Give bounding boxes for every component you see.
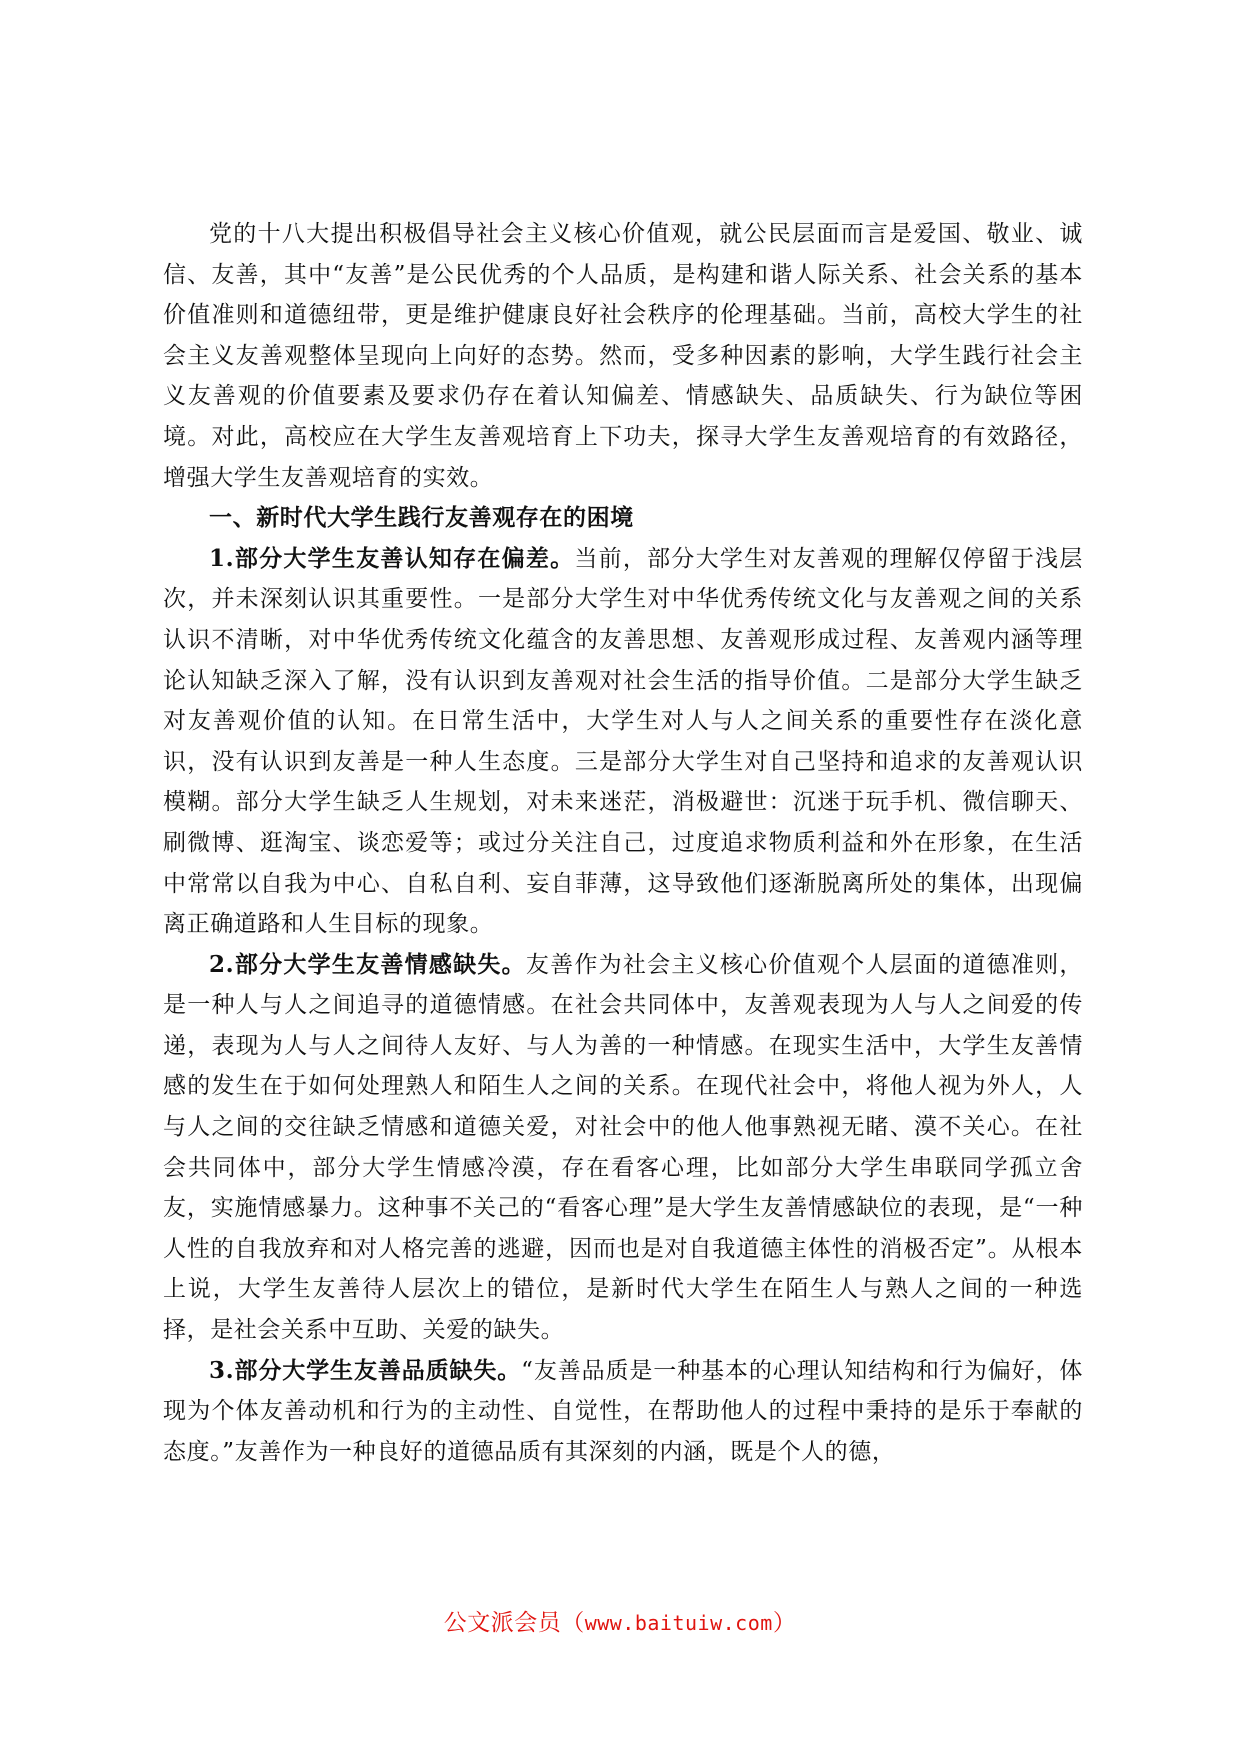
footer-close: ） [772,1610,797,1636]
item-paragraph-3 [163,1351,1083,1473]
item-lead-2: 2.部分大学生友善情感缺失。 [209,950,526,978]
footer-label: 公文派会员（ [443,1610,585,1636]
item-lead-1: 1.部分大学生友善认知存在偏差。 [209,544,575,572]
item-text-3: “友善品质是一种基本的心理认知结构和行为偏好，体现为个体友善动机和行为的主动性、自觉性，在帮助他人的过程中秉持的是乐于奉献的态度。”友善作为一种良好的道德品质有其深刻的内涵，既是个人的德， [163,1357,1083,1465]
item-lead-3: 3.部分大学生友善品质缺失。 [209,1356,522,1384]
footer-watermark [0,1604,1240,1637]
intro-paragraph: 党的十八大提出积极倡导社会主义核心价值观，就公民层面而言是爱国、敬业、诚信、友善，其中“友善”是公民优秀的个人品质，是构建和谐人际关系、社会关系的基本价值准则和道德纽带，更是维护健康良好社会秩序的伦理基础。当前，高校大学生的社会主义友善观整体呈现向上向好的态势。然而，受多种因素的影响，大学生践行社会主义友善观的价值要素及要求仍存在着认知偏差、情感缺失、品质缺失、行为缺位等困境。对此，高校应在大学生友善观培育上下功夫，探寻大学生友善观培育的有效路径，增强大学生友善观培育的实效。 [163,221,1083,491]
document-body [163,214,1083,1472]
footer-url: www.baituiw.com [584,1611,773,1635]
item-text-2: 友善作为社会主义核心价值观个人层面的道德准则，是一种人与人之间追寻的道德情感。在社会共同体中，友善观表现为人与人之间爱的传递，表现为人与人之间待人友好、与人为善的一种情感。在现实生活中，大学生友善情感的发生在于如何处理熟人和陌生人之间的关系。在现代社会中，将他人视为外人，人与人之间的交往缺乏情感和道德关爱，对社会中的他人他事熟视无睹、漠不关心。在社会共同体中，部分大学生情感冷漠，存在看客心理，比如部分大学生串联同学孤立舍友，实施情感暴力。这种事不关己的“看客心理”是大学生友善情感缺位的表现，是“一种人性的自我放弃和对人格完善的逃避，因而也是对自我道德主体性的消极否定”。从根本上说，大学生友善待人层次上的错位，是新时代大学生在陌生人与熟人之间的一种选择，是社会关系中互助、关爱的缺失。 [163,951,1083,1344]
section-heading: 一、新时代大学生践行友善观存在的困境 [209,504,634,532]
item-paragraph-2 [163,945,1083,1351]
item-paragraph-1 [163,539,1083,945]
item-text-1: 当前，部分大学生对友善观的理解仅停留于浅层次，并未深刻认识其重要性。一是部分大学生对中华优秀传统文化与友善观之间的关系认识不清晰，对中华优秀传统文化蕴含的友善思想、友善观形成过程、友善观内涵等理论认知缺乏深入了解，没有认识到友善观对社会生活的指导价值。二是部分大学生缺乏对友善观价值的认知。在日常生活中，大学生对人与人之间关系的重要性存在淡化意识，没有认识到友善是一种人生态度。三是部分大学生对自己坚持和追求的友善观认识模糊。部分大学生缺乏人生规划，对未来迷茫，消极避世：沉迷于玩手机、微信聊天、刷微博、逛淘宝、谈恋爱等；或过分关注自己，过度追求物质利益和外在形象，在生活中常常以自我为中心、自私自利、妄自菲薄，这导致他们逐渐脱离所处的集体，出现偏离正确道路和人生目标的现象。 [163,545,1083,938]
